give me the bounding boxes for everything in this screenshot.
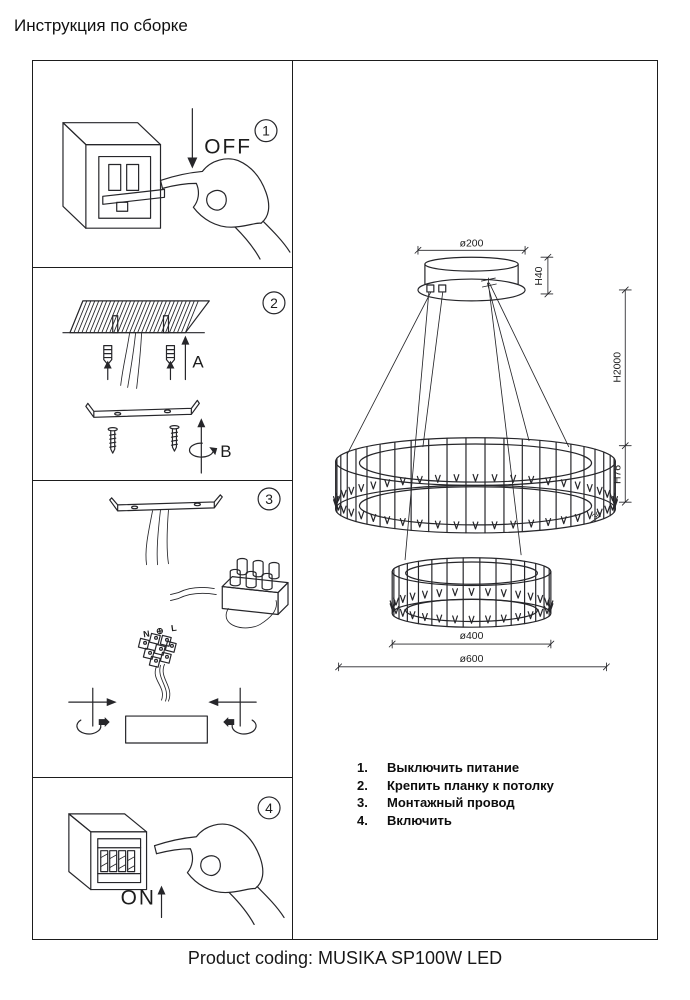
direction-a-label: A (192, 352, 204, 372)
off-label: OFF (204, 135, 253, 159)
step1-number-badge (255, 120, 277, 142)
bracket-with-wires-drawing (110, 495, 223, 565)
svg-text:1: 1 (262, 122, 270, 139)
list-item: 3. Монтажный провод (357, 795, 515, 811)
step2-panel (33, 268, 292, 481)
mounting-bracket-drawing (86, 400, 199, 417)
screw-icon (108, 426, 179, 453)
off-arrow-icon (187, 109, 197, 169)
breaker-box-drawing (69, 814, 147, 890)
product-coding: Product coding: MUSIKA SP100W LED (187, 948, 503, 968)
canopy-plate-drawing (126, 716, 208, 743)
wire-earth-label: ⊕ (155, 625, 165, 637)
pointing-hand-icon (155, 824, 284, 924)
suspension-height-dim: H2000 (612, 351, 624, 383)
canopy-height-dim: H40 (533, 266, 545, 286)
suspension-cables (348, 283, 569, 560)
upper-ring-diameter-dim: ø600 (459, 653, 484, 665)
breaker-box-drawing (63, 123, 165, 228)
wire-l-label: L (170, 622, 178, 634)
wire-connectors-drawing (138, 633, 176, 701)
rotation-b-arrow (190, 418, 218, 473)
step4-number-badge (258, 797, 280, 819)
page-title: Инструкция по сборке (14, 16, 188, 35)
step3-number-badge (258, 488, 280, 510)
lower-crystal-ring (390, 558, 553, 627)
ring-depth-dim: 30 (590, 509, 603, 522)
svg-text:4: 4 (265, 799, 273, 816)
on-arrow-icon (158, 885, 166, 917)
direction-a-arrow (181, 336, 189, 380)
ring-height-dim: H76 (612, 464, 624, 484)
step4-panel (33, 778, 292, 940)
technical-drawing-panel (293, 61, 657, 939)
on-label: ON (120, 886, 157, 910)
pointing-hand-icon (161, 159, 290, 259)
step3-panel (33, 481, 292, 778)
diagram-frame (32, 60, 658, 940)
step1-panel (33, 61, 292, 268)
svg-text:3: 3 (265, 490, 273, 507)
instructions-list (357, 759, 617, 829)
list-item: 1. Выключить питание (357, 760, 520, 775)
list-item: 2. Крепить планку к потолку (357, 777, 554, 793)
upper-crystal-ring (334, 438, 618, 533)
step2-number-badge (263, 292, 285, 314)
direction-b-label: B (220, 442, 232, 462)
terminal-block-drawing (170, 558, 288, 627)
chandelier-drawing (293, 61, 656, 751)
lower-ring-diameter-dim: ø400 (459, 631, 484, 643)
list-item: 4. Включить (357, 812, 452, 828)
canopy-drawing (418, 257, 525, 301)
wire-n-label: N (142, 628, 151, 640)
steps-column (33, 61, 293, 939)
canopy-diameter-dim: ø200 (459, 238, 484, 250)
svg-text:2: 2 (270, 294, 278, 311)
